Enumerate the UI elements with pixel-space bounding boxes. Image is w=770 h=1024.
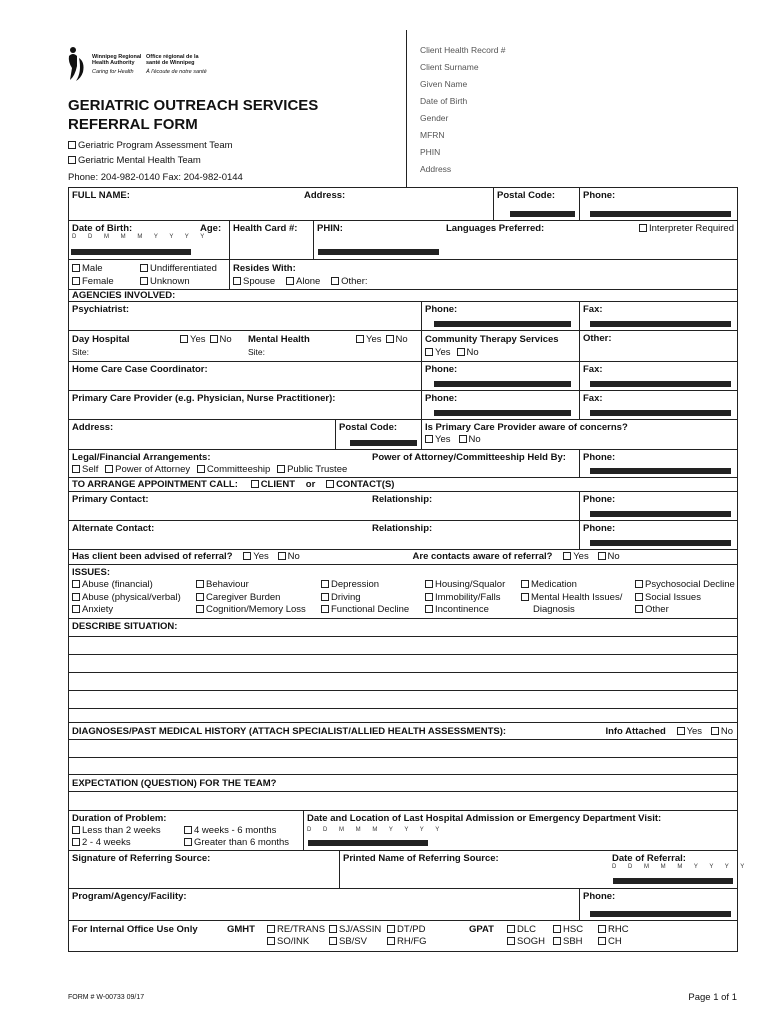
dob-field[interactable]: Date of Birth: D D M M M Y Y Y Y bbox=[69, 221, 197, 259]
postal-code-field[interactable]: Postal Code: bbox=[493, 188, 579, 220]
age-field[interactable]: Age: bbox=[200, 223, 222, 234]
community-therapy: Community Therapy Services Yes No bbox=[421, 331, 579, 361]
alternate-contact-field[interactable]: Alternate Contact: bbox=[72, 523, 155, 534]
office-option[interactable]: RH/FG bbox=[387, 936, 427, 947]
referral-form bbox=[68, 187, 750, 952]
office-option[interactable]: HSC bbox=[553, 924, 598, 936]
home-care-fax[interactable]: Fax: bbox=[579, 362, 737, 390]
poa-held-by[interactable]: Power of Attorney/Committeeship Held By: bbox=[372, 452, 566, 463]
last-hospital-field[interactable]: Date and Location of Last Hospital Admission or Emergency Department Visit: D D M M M Y Y Y Y bbox=[303, 811, 737, 850]
info-attached-no[interactable]: No bbox=[711, 726, 733, 737]
row-duration bbox=[69, 811, 737, 851]
contacts-aware-yes[interactable]: Yes bbox=[563, 551, 589, 562]
primary-care-field[interactable]: Primary Care Provider (e.g. Physician, Nurse Practitioner): bbox=[72, 393, 336, 404]
gender-options bbox=[69, 260, 229, 289]
row-primary-contact bbox=[69, 492, 737, 521]
gender-male[interactable]: Male bbox=[72, 262, 140, 275]
row-name bbox=[69, 188, 737, 221]
psychiatrist-phone[interactable]: Phone: bbox=[421, 302, 579, 330]
legal-poa[interactable]: Power of Attorney bbox=[105, 464, 190, 475]
describe-situation[interactable]: DESCRIBE SITUATION: bbox=[69, 619, 737, 723]
poa-phone[interactable]: Phone: bbox=[579, 450, 737, 477]
duration-gt6m[interactable]: Greater than 6 months bbox=[184, 837, 289, 848]
resides-other[interactable]: Other: bbox=[331, 276, 367, 287]
logo-en-2: Health Authority bbox=[92, 60, 135, 66]
gender-undiff[interactable]: Undifferentiated bbox=[140, 263, 217, 274]
primary-care-phone[interactable]: Phone: bbox=[421, 391, 579, 419]
issue-checkbox[interactable]: Cognition/Memory Loss bbox=[196, 604, 306, 617]
logo-tag-en: Caring for Health bbox=[92, 69, 134, 75]
row-day-hospital bbox=[69, 331, 737, 362]
duration-4w6m[interactable]: 4 weeks - 6 months bbox=[184, 825, 276, 836]
wrha-logo bbox=[66, 46, 226, 86]
home-care-field[interactable]: Home Care Case Coordinator: bbox=[72, 364, 208, 375]
logo-en-1: Winnipeg Regional bbox=[92, 54, 142, 60]
wrha-logo-icon bbox=[66, 46, 88, 82]
client-field: MFRN bbox=[420, 130, 445, 140]
psychiatrist-fax[interactable]: Fax: bbox=[579, 302, 737, 330]
resides-spouse[interactable]: Spouse bbox=[233, 276, 275, 287]
referral-date-field[interactable]: Date of Referral: D D M M M Y Y Y Y bbox=[609, 851, 737, 888]
issue-checkbox[interactable]: Other bbox=[635, 604, 735, 617]
office-option[interactable]: SB/SV bbox=[329, 936, 387, 948]
office-option[interactable]: SO/INK bbox=[267, 936, 329, 948]
issue-checkbox[interactable]: Housing/Squalor bbox=[425, 579, 505, 592]
arrange-client[interactable]: CLIENT bbox=[251, 479, 295, 490]
mental-health-yes[interactable]: Yes bbox=[356, 334, 382, 345]
info-attached-yes[interactable]: Yes bbox=[677, 726, 703, 737]
signature-field[interactable]: Signature of Referring Source: bbox=[72, 853, 211, 864]
contacts-aware-no[interactable]: No bbox=[598, 551, 620, 562]
issue-checkbox[interactable]: Functional Decline bbox=[321, 604, 409, 617]
psychiatrist-field[interactable]: Psychiatrist: bbox=[72, 304, 130, 315]
primary-contact-phone[interactable]: Phone: bbox=[579, 492, 737, 520]
pcp-aware: Is Primary Care Provider aware of concerns? Yes No bbox=[421, 420, 737, 449]
languages-field[interactable]: Languages Preferred: bbox=[446, 223, 545, 234]
logo-fr-1: Office régional de la bbox=[146, 54, 199, 60]
row-arrange: TO ARRANGE APPOINTMENT CALL: CLIENT or CONTACT(S) bbox=[69, 478, 737, 492]
printed-name-field[interactable]: Printed Name of Referring Source: bbox=[339, 851, 609, 888]
row-home-care bbox=[69, 362, 737, 391]
duration-lt2w[interactable]: Less than 2 weeks bbox=[72, 825, 184, 837]
office-option[interactable]: SBH bbox=[553, 936, 598, 948]
form-title bbox=[68, 96, 318, 134]
title-line1: GERIATRIC OUTREACH SERVICES bbox=[68, 97, 319, 114]
community-yes[interactable]: Yes bbox=[425, 347, 451, 358]
duration-options: Duration of Problem: Less than 2 weeks 4 weeks - 6 months 2 - 4 weeks Greater than 6 months bbox=[72, 813, 290, 848]
row-issues: ISSUES: Abuse (financial) Abuse (physical/verbal) Anxiety Behaviour Caregiver Burden Cognition/Memory Loss Depression Driving Functional Decline Housing/Squalor Immobility/Falls Incontinence Medication Mental Health Issues/ Diagnosis Psychosocial Decline Social Issues Other bbox=[69, 565, 737, 619]
client-field: PHIN bbox=[420, 147, 441, 157]
client-field: Given Name bbox=[420, 79, 468, 89]
address-field[interactable]: Address: bbox=[304, 190, 346, 201]
mental-health-no[interactable]: No bbox=[386, 334, 408, 345]
phone-field[interactable]: Phone: bbox=[579, 188, 737, 220]
gender-female[interactable]: Female bbox=[72, 275, 140, 288]
pcp-postal-field[interactable]: Postal Code: bbox=[335, 420, 421, 449]
row-primary-care bbox=[69, 391, 737, 420]
pcp-aware-no[interactable]: No bbox=[459, 434, 481, 445]
office-option[interactable]: RHC bbox=[598, 924, 629, 935]
issue-checkbox[interactable]: Psychosocial Decline bbox=[635, 579, 735, 592]
home-care-phone[interactable]: Phone: bbox=[421, 362, 579, 390]
advised-no[interactable]: No bbox=[278, 551, 300, 562]
day-hospital-site[interactable]: Site: bbox=[72, 347, 90, 357]
issue-checkbox[interactable]: Incontinence bbox=[425, 604, 505, 617]
day-hospital-yes[interactable]: Yes bbox=[180, 334, 206, 345]
client-field: Client Surname bbox=[420, 62, 479, 72]
issue-checkbox[interactable]: Mental Health Issues/ bbox=[521, 592, 622, 605]
issue-checkbox[interactable]: Behaviour bbox=[196, 579, 306, 592]
issue-checkbox[interactable]: Caregiver Burden bbox=[196, 592, 306, 605]
issue-checkbox[interactable]: Anxiety bbox=[72, 604, 181, 617]
issue-label-cont: Diagnosis bbox=[533, 604, 575, 615]
issue-checkbox[interactable]: Social Issues bbox=[635, 592, 735, 605]
row-legal bbox=[69, 450, 737, 478]
client-field: Client Health Record # bbox=[420, 45, 506, 55]
advised-yes[interactable]: Yes bbox=[243, 551, 269, 562]
office-option[interactable]: DLC bbox=[507, 924, 553, 936]
issue-checkbox[interactable]: Depression bbox=[321, 579, 409, 592]
primary-contact-relationship[interactable]: Relationship: bbox=[372, 494, 433, 505]
community-no[interactable]: No bbox=[457, 347, 479, 358]
row-advised: Has client been advised of referral? Yes No Are contacts aware of referral? Yes No bbox=[69, 550, 737, 565]
office-option[interactable]: CH bbox=[598, 936, 622, 947]
alternate-contact-phone[interactable]: Phone: bbox=[579, 521, 737, 549]
primary-care-fax[interactable]: Fax: bbox=[579, 391, 737, 419]
agencies-header: AGENCIES INVOLVED: bbox=[69, 290, 737, 302]
program-field[interactable]: Program/Agency/Facility: bbox=[72, 891, 187, 902]
office-option[interactable]: RE/TRANS bbox=[267, 924, 329, 936]
client-field: Date of Birth bbox=[420, 96, 468, 106]
logo-tag-fr: À l'écoute de notre santé bbox=[146, 69, 207, 75]
row-psychiatrist bbox=[69, 302, 737, 331]
pcp-address-field[interactable]: Address: bbox=[72, 422, 114, 433]
legal-arrangements: Legal/Financial Arrangements: Self Power of Attorney Committeeship Public Trustee bbox=[72, 452, 348, 475]
issue-checkbox[interactable]: Medication bbox=[521, 579, 622, 592]
duration-2to4w[interactable]: 2 - 4 weeks bbox=[72, 837, 184, 849]
row-office-use: For Internal Office Use Only GMHT RE/TRANS SJ/ASSIN DT/PD SO/INK SB/SV RH/FG GPAT DLC HSC RHC SOGH SBH CH bbox=[72, 924, 629, 947]
pcp-aware-yes[interactable]: Yes bbox=[425, 434, 451, 445]
expectation-field[interactable]: EXPECTATION (QUESTION) FOR THE TEAM? bbox=[69, 775, 737, 811]
issue-checkbox[interactable]: Immobility/Falls bbox=[425, 592, 505, 605]
program-phone[interactable]: Phone: bbox=[579, 889, 737, 920]
full-name-field[interactable]: FULL NAME: bbox=[72, 190, 130, 201]
team-option-gmht[interactable]: Geriatric Mental Health Team bbox=[68, 155, 201, 166]
client-field: Address bbox=[420, 164, 452, 174]
resides-with: Resides With: Spouse Alone Other: bbox=[229, 260, 737, 289]
issue-checkbox[interactable]: Abuse (physical/verbal) bbox=[72, 592, 181, 605]
legal-trustee[interactable]: Public Trustee bbox=[277, 464, 347, 475]
legal-self[interactable]: Self bbox=[72, 464, 98, 475]
row-program bbox=[69, 889, 737, 921]
resides-alone[interactable]: Alone bbox=[286, 276, 320, 287]
mental-health: Mental Health Yes No Site: bbox=[248, 334, 408, 357]
arrange-contacts[interactable]: CONTACT(S) bbox=[326, 479, 394, 490]
interpreter-checkbox[interactable]: Interpreter Required bbox=[635, 221, 737, 259]
issue-checkbox[interactable]: Abuse (financial) bbox=[72, 579, 181, 592]
primary-contact-field[interactable]: Primary Contact: bbox=[72, 494, 149, 505]
page-number: Page 1 of 1 bbox=[688, 992, 737, 1003]
title-line2: REFERRAL FORM bbox=[68, 116, 198, 133]
issue-checkbox[interactable]: Driving bbox=[321, 592, 409, 605]
office-option[interactable]: SJ/ASSIN bbox=[329, 924, 387, 936]
row-pcp-address bbox=[69, 420, 737, 450]
phone-fax-info: Phone: 204-982-0140 Fax: 204-982-0144 bbox=[68, 172, 243, 183]
form-number: FORM # W-00733 09/17 bbox=[68, 994, 145, 1001]
day-hospital-no[interactable]: No bbox=[210, 334, 232, 345]
office-option[interactable]: SOGH bbox=[507, 936, 553, 948]
row-alternate-contact bbox=[69, 521, 737, 550]
client-label-area bbox=[406, 30, 747, 187]
health-card-field[interactable]: Health Card #: bbox=[229, 221, 313, 259]
mental-health-site[interactable]: Site: bbox=[248, 347, 266, 357]
diagnoses-history[interactable]: DIAGNOSES/PAST MEDICAL HISTORY (ATTACH SPECIALIST/ALLIED HEALTH ASSESSMENTS): Info Attached Yes No bbox=[69, 723, 737, 775]
agency-other[interactable]: Other: bbox=[579, 331, 737, 361]
legal-committeeship[interactable]: Committeeship bbox=[197, 464, 270, 475]
client-field: Gender bbox=[420, 113, 449, 123]
gender-unknown[interactable]: Unknown bbox=[140, 276, 190, 287]
alternate-contact-relationship[interactable]: Relationship: bbox=[372, 523, 433, 534]
team-option-gpat[interactable]: Geriatric Program Assessment Team bbox=[68, 140, 233, 151]
day-hospital: Day Hospital Yes No Site: bbox=[72, 334, 232, 357]
phin-field[interactable]: PHIN: bbox=[313, 221, 443, 259]
row-dob bbox=[69, 221, 737, 260]
row-gender bbox=[69, 260, 737, 290]
row-signature bbox=[69, 851, 750, 889]
office-option[interactable]: DT/PD bbox=[387, 924, 426, 935]
logo-fr-2: santé de Winnipeg bbox=[146, 60, 195, 66]
